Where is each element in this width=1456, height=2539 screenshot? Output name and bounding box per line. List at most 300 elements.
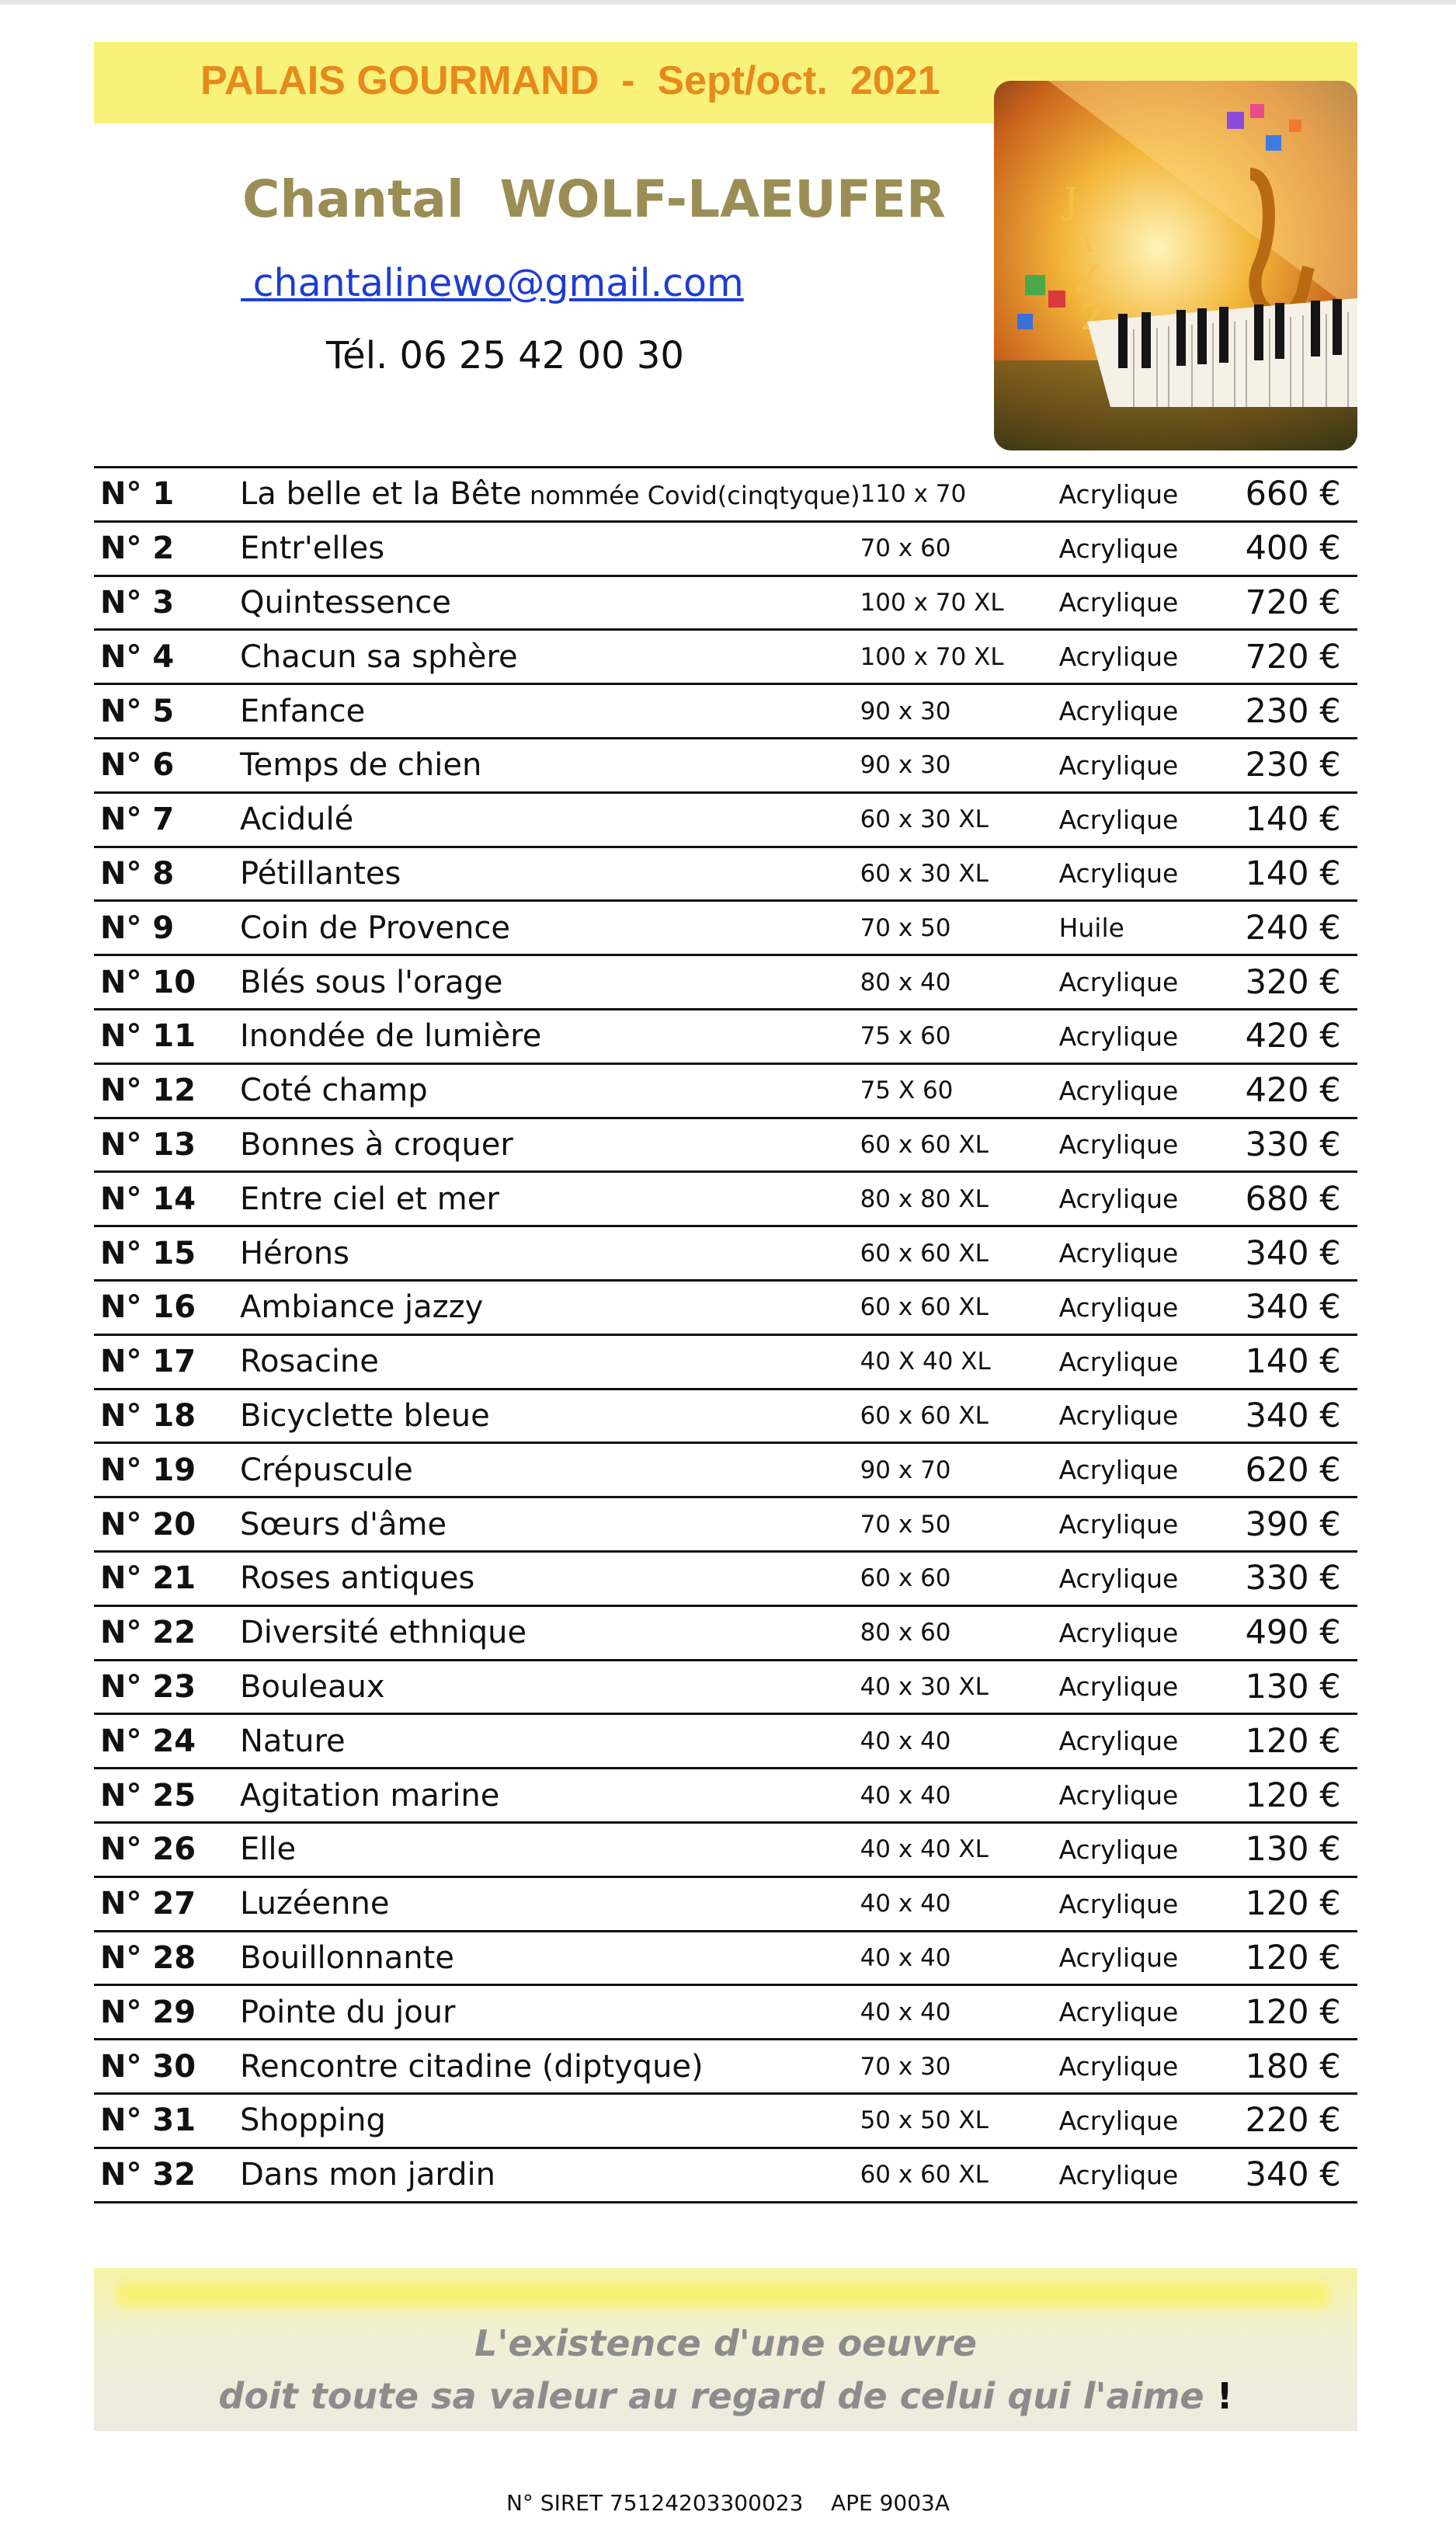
artwork-title-text: Temps de chien — [240, 747, 482, 784]
artwork-medium — [1059, 2093, 1246, 2148]
artwork-price — [1246, 901, 1357, 955]
artwork-number — [94, 1876, 240, 1931]
artwork-number — [94, 1118, 240, 1172]
artwork-price-text: 320 € — [1245, 962, 1341, 1002]
artwork-dimensions-text: 80 x 80 XL — [860, 1184, 989, 1213]
svg-text:A: A — [1069, 218, 1095, 260]
artwork-title-text: Agitation marine — [240, 1777, 500, 1814]
artwork-medium — [1059, 1714, 1246, 1769]
artwork-medium — [1059, 1226, 1246, 1281]
artwork-dimensions-text: 100 x 70 XL — [860, 642, 1004, 671]
artwork-title-text: Nature — [240, 1723, 346, 1759]
artwork-title — [240, 901, 860, 955]
artwork-medium — [1059, 1389, 1246, 1443]
artwork-medium — [1059, 1443, 1246, 1497]
artwork-price-text: 680 € — [1245, 1179, 1341, 1219]
artwork-title-text: Pointe du jour — [240, 1994, 456, 2030]
artwork-row — [94, 468, 1357, 522]
artwork-dimensions — [860, 1226, 1059, 1281]
artwork-dimensions-text: 60 x 60 XL — [860, 1239, 989, 1268]
artwork-medium — [1059, 901, 1246, 955]
artwork-number-text: N° 7 — [100, 802, 175, 838]
artwork-dimensions — [860, 2093, 1059, 2148]
artwork-title-text: Blés sous l'orage — [240, 964, 503, 1000]
artwork-dimensions — [860, 1985, 1059, 2040]
artwork-price-text: 330 € — [1245, 1125, 1341, 1164]
artwork-number-text: N° 24 — [100, 1723, 196, 1759]
artwork-title — [240, 1551, 860, 1605]
artwork-number — [94, 1280, 240, 1334]
artwork-title — [240, 738, 860, 792]
artwork-dimensions — [860, 630, 1059, 684]
artwork-price — [1246, 1172, 1357, 1226]
artwork-price-text: 330 € — [1245, 1559, 1341, 1598]
artwork-dimensions-text: 75 x 60 — [860, 1022, 951, 1051]
artwork-dimensions-text: 40 x 40 — [860, 1998, 951, 2026]
artwork-medium — [1059, 576, 1246, 630]
artist-phone: Tél. 06 25 42 00 30 — [326, 334, 684, 377]
artist-email-link[interactable]: chantalinewo@gmail.com — [241, 261, 744, 305]
artwork-number — [94, 1660, 240, 1714]
artwork-medium-text: Acrylique — [1058, 1400, 1179, 1431]
artwork-title — [240, 1769, 860, 1823]
artwork-number — [94, 738, 240, 792]
artwork-dimensions-text: 70 x 50 — [860, 913, 951, 942]
artwork-number — [94, 1822, 240, 1876]
artwork-medium-text: Acrylique — [1058, 2051, 1179, 2082]
artwork-price — [1246, 1389, 1357, 1443]
artwork-price-text: 340 € — [1245, 1396, 1341, 1435]
artwork-medium — [1059, 955, 1246, 1010]
artwork-title — [240, 1118, 860, 1172]
artwork-title-text: Coté champ — [240, 1073, 428, 1109]
artwork-medium-text: Acrylique — [1058, 1129, 1179, 1160]
artwork-number-text: N° 23 — [100, 1668, 196, 1705]
artwork-number — [94, 1389, 240, 1443]
artwork-price-text: 120 € — [1245, 1938, 1341, 1977]
artwork-row — [94, 901, 1357, 955]
artwork-title-text: Entr'elles — [240, 530, 385, 567]
artwork-dimensions-text: 60 x 60 XL — [860, 2161, 989, 2189]
artwork-price-text: 120 € — [1245, 1776, 1341, 1815]
artwork-row — [94, 1389, 1357, 1443]
artwork-row — [94, 847, 1357, 901]
artwork-row — [94, 521, 1357, 576]
artwork-medium — [1059, 1009, 1246, 1063]
artwork-medium-text: Acrylique — [1058, 1617, 1179, 1648]
artwork-number-text: N° 1 — [100, 476, 175, 513]
top-border — [0, 0, 1456, 5]
artwork-price — [1246, 847, 1357, 901]
artwork-title — [240, 2040, 860, 2094]
artwork-number-text: N° 9 — [100, 910, 175, 946]
artwork-dimensions-text: 60 x 60 XL — [860, 1130, 989, 1159]
artwork-price-text: 620 € — [1245, 1450, 1341, 1490]
artwork-medium — [1059, 738, 1246, 792]
artwork-number — [94, 1714, 240, 1769]
artwork-row — [94, 1226, 1357, 1281]
artwork-dimensions — [860, 1443, 1059, 1497]
artwork-price-text: 180 € — [1245, 2047, 1341, 2086]
artwork-price-text: 130 € — [1245, 1830, 1341, 1869]
artwork-number — [94, 1063, 240, 1118]
artwork-number — [94, 521, 240, 576]
artwork-number — [94, 1009, 240, 1063]
artwork-medium — [1059, 468, 1246, 522]
artwork-medium — [1059, 2040, 1246, 2094]
artwork-title — [240, 955, 860, 1010]
artwork-dimensions — [860, 1389, 1059, 1443]
artwork-title-text: Bicyclette bleue — [240, 1397, 490, 1434]
artwork-dimensions — [860, 1280, 1059, 1334]
artwork-dimensions-text: 40 x 40 — [860, 1727, 951, 1755]
artwork-price — [1246, 1985, 1357, 2040]
artwork-medium-text: Acrylique — [1058, 1455, 1179, 1486]
artwork-row — [94, 1063, 1357, 1118]
artwork-dimensions — [860, 738, 1059, 792]
artwork-title-text: Sœurs d'âme — [240, 1506, 447, 1543]
artwork-title-text: Hérons — [240, 1235, 349, 1271]
artwork-row — [94, 576, 1357, 630]
svg-text:Z: Z — [1081, 296, 1106, 338]
artwork-title — [240, 1605, 860, 1660]
artwork-price-text: 120 € — [1245, 1884, 1341, 1924]
artwork-title-text: Chacun sa sphère — [240, 638, 518, 675]
artwork-price — [1246, 1660, 1357, 1714]
artwork-price — [1246, 1009, 1357, 1063]
quote-band — [94, 2268, 1357, 2431]
artwork-price — [1246, 1822, 1357, 1876]
artwork-medium-text: Acrylique — [1058, 1726, 1179, 1757]
artwork-title-text: Bonnes à croquer — [240, 1126, 513, 1163]
artwork-row — [94, 2148, 1357, 2202]
artwork-price-text: 130 € — [1245, 1667, 1341, 1706]
artwork-price-text: 390 € — [1245, 1504, 1341, 1544]
artwork-row — [94, 792, 1357, 847]
artwork-number — [94, 901, 240, 955]
artwork-medium — [1059, 1876, 1246, 1931]
artwork-price-text: 240 € — [1245, 908, 1341, 948]
artwork-number — [94, 1985, 240, 2040]
artwork-title-text: Entre ciel et mer — [240, 1181, 499, 1217]
artwork-number-text: N° 17 — [100, 1344, 196, 1380]
svg-text:J: J — [1064, 179, 1079, 221]
artwork-number — [94, 630, 240, 684]
artwork-price — [1246, 1714, 1357, 1769]
artwork-dimensions — [860, 576, 1059, 630]
artwork-number — [94, 1334, 240, 1389]
artwork-dimensions-text: 60 x 60 XL — [860, 1293, 989, 1322]
artwork-medium — [1059, 1063, 1246, 1118]
artwork-row — [94, 1497, 1357, 1552]
artwork-title — [240, 576, 860, 630]
artwork-medium — [1059, 1605, 1246, 1660]
artwork-medium — [1059, 684, 1246, 739]
artwork-row — [94, 1985, 1357, 2040]
artwork-title — [240, 1009, 860, 1063]
artwork-row — [94, 1769, 1357, 1823]
artwork-dimensions-text: 80 x 60 — [860, 1619, 951, 1647]
artwork-dimensions-text: 70 x 30 — [860, 2052, 951, 2081]
artwork-medium-text: Acrylique — [1058, 967, 1179, 998]
artwork-medium-text: Acrylique — [1058, 804, 1179, 835]
artwork-row — [94, 1931, 1357, 1985]
artwork-number-text: N° 14 — [100, 1181, 196, 1217]
artwork-dimensions — [860, 1876, 1059, 1931]
artwork-number — [94, 2040, 240, 2094]
artwork-number — [94, 847, 240, 901]
artwork-price — [1246, 1769, 1357, 1823]
artwork-price-text: 720 € — [1245, 637, 1341, 676]
artwork-medium-text: Acrylique — [1058, 1238, 1179, 1269]
artwork-number-text: N° 31 — [100, 2103, 196, 2139]
artwork-dimensions-text: 90 x 30 — [860, 697, 951, 725]
artwork-title — [240, 521, 860, 576]
artwork-row — [94, 1876, 1357, 1931]
artwork-number-text: N° 15 — [100, 1235, 196, 1271]
artwork-price-text: 220 € — [1245, 2101, 1341, 2141]
artwork-title — [240, 1497, 860, 1552]
artwork-title-text: Bouleaux — [240, 1668, 385, 1705]
artwork-medium — [1059, 1931, 1246, 1985]
artwork-number-text: N° 28 — [100, 1939, 196, 1976]
artwork-number-text: N° 29 — [100, 1994, 196, 2030]
artwork-medium-text: Acrylique — [1058, 1997, 1179, 2028]
artwork-dimensions-text: 40 x 40 XL — [860, 1835, 989, 1864]
artwork-medium-text: Acrylique — [1058, 642, 1179, 673]
artwork-number — [94, 1226, 240, 1281]
artwork-number-text: N° 26 — [100, 1831, 196, 1868]
artwork-price — [1246, 1605, 1357, 1660]
artwork-medium-text: Acrylique — [1058, 1888, 1179, 1919]
artwork-number-text: N° 13 — [100, 1126, 196, 1163]
artwork-price-text: 340 € — [1245, 1233, 1341, 1273]
artwork-number — [94, 468, 240, 522]
artwork-price — [1246, 1118, 1357, 1172]
artwork-price — [1246, 955, 1357, 1010]
artwork-dimensions — [860, 1063, 1059, 1118]
artwork-number-text: N° 18 — [100, 1397, 196, 1434]
artwork-title — [240, 1226, 860, 1281]
artwork-medium-text: Acrylique — [1058, 1509, 1179, 1540]
artwork-dimensions — [860, 521, 1059, 576]
artwork-number-text: N° 2 — [100, 530, 175, 567]
artwork-medium — [1059, 1118, 1246, 1172]
artwork-title-text: Elle — [240, 1831, 297, 1868]
artwork-dimensions-text: 40 X 40 XL — [860, 1348, 991, 1376]
artwork-dimensions-text: 75 X 60 — [860, 1076, 954, 1105]
artwork-medium-text: Acrylique — [1058, 1075, 1179, 1106]
artwork-row — [94, 955, 1357, 1010]
artwork-price — [1246, 2148, 1357, 2202]
artwork-medium-text: Acrylique — [1058, 750, 1179, 781]
price-list-table — [94, 466, 1357, 2203]
artwork-dimensions-text: 80 x 40 — [860, 968, 951, 996]
artwork-number-text: N° 5 — [100, 693, 175, 729]
artwork-number — [94, 1497, 240, 1552]
artwork-price-text: 230 € — [1245, 691, 1341, 731]
artwork-price — [1246, 1334, 1357, 1389]
artwork-price-text: 120 € — [1245, 1721, 1341, 1761]
artwork-dimensions-text: 40 x 30 XL — [860, 1672, 989, 1701]
artwork-medium — [1059, 1985, 1246, 2040]
artwork-number — [94, 684, 240, 739]
artwork-row — [94, 1714, 1357, 1769]
artwork-row — [94, 1660, 1357, 1714]
artwork-title-text: Diversité ethnique — [240, 1615, 527, 1651]
artwork-title — [240, 1660, 860, 1714]
artwork-dimensions-text: 50 x 50 XL — [860, 2106, 989, 2135]
artwork-medium — [1059, 1334, 1246, 1389]
artwork-title-text: Ambiance jazzy — [240, 1289, 484, 1326]
artwork-price — [1246, 1443, 1357, 1497]
artwork-number — [94, 1931, 240, 1985]
artwork-medium-text: Acrylique — [1058, 1184, 1179, 1215]
artwork-dimensions-text: 60 x 60 XL — [860, 1401, 989, 1430]
artwork-price — [1246, 2093, 1357, 2148]
artwork-price-text: 140 € — [1245, 1342, 1341, 1382]
artwork-dimensions-text: 70 x 60 — [860, 534, 951, 563]
artwork-medium-text: Acrylique — [1058, 1292, 1179, 1323]
artwork-dimensions — [860, 1931, 1059, 1985]
artwork-dimensions-text: 90 x 70 — [860, 1456, 951, 1484]
artwork-dimensions — [860, 1714, 1059, 1769]
artwork-row — [94, 1280, 1357, 1334]
artwork-medium-text: Acrylique — [1058, 587, 1179, 618]
artwork-dimensions-text: 70 x 50 — [860, 1510, 951, 1539]
artwork-price — [1246, 792, 1357, 847]
artwork-number-text: N° 22 — [100, 1615, 196, 1651]
artwork-number-text: N° 3 — [100, 584, 175, 621]
artwork-medium-text: Acrylique — [1058, 2105, 1179, 2136]
artwork-title — [240, 847, 860, 901]
artwork-medium-text: Acrylique — [1058, 1780, 1179, 1811]
event-title: PALAIS GOURMAND - Sept/oct. 2021 — [200, 58, 940, 103]
artwork-row — [94, 1551, 1357, 1605]
artwork-dimensions — [860, 1769, 1059, 1823]
artwork-price-text: 660 € — [1245, 475, 1341, 514]
artwork-dimensions — [860, 792, 1059, 847]
artwork-dimensions — [860, 1118, 1059, 1172]
artwork-title-text: Rencontre citadine (diptyque) — [240, 2048, 704, 2085]
artwork-medium-text: Acrylique — [1058, 1834, 1179, 1865]
artwork-title-text: Acidulé — [240, 802, 354, 838]
artwork-number-text: N° 10 — [100, 964, 196, 1000]
artwork-price — [1246, 738, 1357, 792]
artwork-title-note: nommée Covid(cinqtyque) — [521, 481, 860, 511]
artwork-number-text: N° 32 — [100, 2157, 196, 2193]
artwork-medium-text: Acrylique — [1058, 1346, 1179, 1377]
artwork-title — [240, 1822, 860, 1876]
artwork-dimensions — [860, 1172, 1059, 1226]
artwork-dimensions-text: 40 x 40 — [860, 1943, 951, 1972]
artwork-price — [1246, 1063, 1357, 1118]
artwork-number-text: N° 30 — [100, 2048, 196, 2085]
artwork-title-text: Quintessence — [240, 584, 451, 621]
artwork-medium — [1059, 521, 1246, 576]
artwork-title-text: Dans mon jardin — [240, 2157, 495, 2193]
artwork-dimensions — [860, 1497, 1059, 1552]
artwork-number-text: N° 12 — [100, 1073, 196, 1109]
artwork-price — [1246, 2040, 1357, 2094]
artwork-dimensions — [860, 901, 1059, 955]
artwork-title-text: Pétillantes — [240, 855, 401, 892]
artwork-dimensions-text: 40 x 40 — [860, 1890, 951, 1918]
artwork-price — [1246, 630, 1357, 684]
artwork-row — [94, 738, 1357, 792]
artwork-number — [94, 1605, 240, 1660]
artwork-dimensions — [860, 847, 1059, 901]
artwork-dimensions — [860, 1605, 1059, 1660]
artwork-title-text: Crépuscule — [240, 1452, 413, 1488]
siret-footer: N° SIRET 75124203300023 APE 9003A — [506, 2490, 950, 2516]
artwork-number — [94, 576, 240, 630]
quote-line-1: L'existence d'une oeuvre — [474, 2322, 977, 2364]
artwork-title-text: Roses antiques — [240, 1560, 475, 1597]
artwork-medium-text: Acrylique — [1058, 2159, 1179, 2190]
artwork-row — [94, 1443, 1357, 1497]
artwork-number-text: N° 11 — [100, 1018, 196, 1055]
artwork-number-text: N° 25 — [100, 1777, 196, 1814]
quote-line-2-text: doit toute sa valeur au regard de celui qui l'aime — [218, 2375, 1204, 2417]
artwork-dimensions — [860, 684, 1059, 739]
artwork-price-text: 140 € — [1245, 800, 1341, 840]
jazz-artwork-image — [994, 81, 1357, 450]
artwork-row — [94, 630, 1357, 684]
artwork-title — [240, 1931, 860, 1985]
artwork-dimensions-text: 100 x 70 XL — [860, 588, 1004, 617]
artwork-medium-text: Acrylique — [1058, 858, 1179, 889]
artwork-medium — [1059, 1769, 1246, 1823]
artwork-price-text: 120 € — [1245, 1992, 1341, 2032]
artwork-price — [1246, 1931, 1357, 1985]
artwork-title — [240, 1985, 860, 2040]
artwork-row — [94, 1009, 1357, 1063]
artwork-dimensions — [860, 1822, 1059, 1876]
artwork-medium-text: Acrylique — [1058, 1021, 1179, 1052]
artwork-price — [1246, 684, 1357, 739]
artwork-title-text: Luzéenne — [240, 1886, 390, 1922]
quote-band-highlight — [117, 2282, 1329, 2307]
artwork-price-text: 340 € — [1245, 2155, 1341, 2195]
artwork-price — [1246, 576, 1357, 630]
artwork-title — [240, 2148, 860, 2202]
artwork-dimensions — [860, 1551, 1059, 1605]
artwork-row — [94, 684, 1357, 739]
artwork-medium — [1059, 2148, 1246, 2202]
artwork-title — [240, 1389, 860, 1443]
artwork-dimensions — [860, 468, 1059, 522]
artwork-dimensions — [860, 2040, 1059, 2094]
artwork-number-text: N° 6 — [100, 747, 175, 784]
artwork-title — [240, 1334, 860, 1389]
artwork-row — [94, 1172, 1357, 1226]
artwork-dimensions-text: 40 x 40 — [860, 1781, 951, 1810]
artwork-price-text: 720 € — [1245, 583, 1341, 622]
artwork-price-text: 230 € — [1245, 746, 1341, 785]
artwork-number — [94, 792, 240, 847]
artwork-dimensions — [860, 955, 1059, 1010]
artwork-price — [1246, 1876, 1357, 1931]
artwork-dimensions-text: 60 x 30 XL — [860, 805, 989, 834]
artist-name: Chantal WOLF-LAEUFER — [242, 169, 946, 229]
artwork-title-text: La belle et la Bête — [240, 476, 522, 513]
artwork-row — [94, 1605, 1357, 1660]
artwork-dimensions — [860, 2148, 1059, 2202]
artwork-price — [1246, 1226, 1357, 1281]
artwork-medium — [1059, 847, 1246, 901]
artwork-dimensions-text: 110 x 70 — [860, 480, 967, 509]
